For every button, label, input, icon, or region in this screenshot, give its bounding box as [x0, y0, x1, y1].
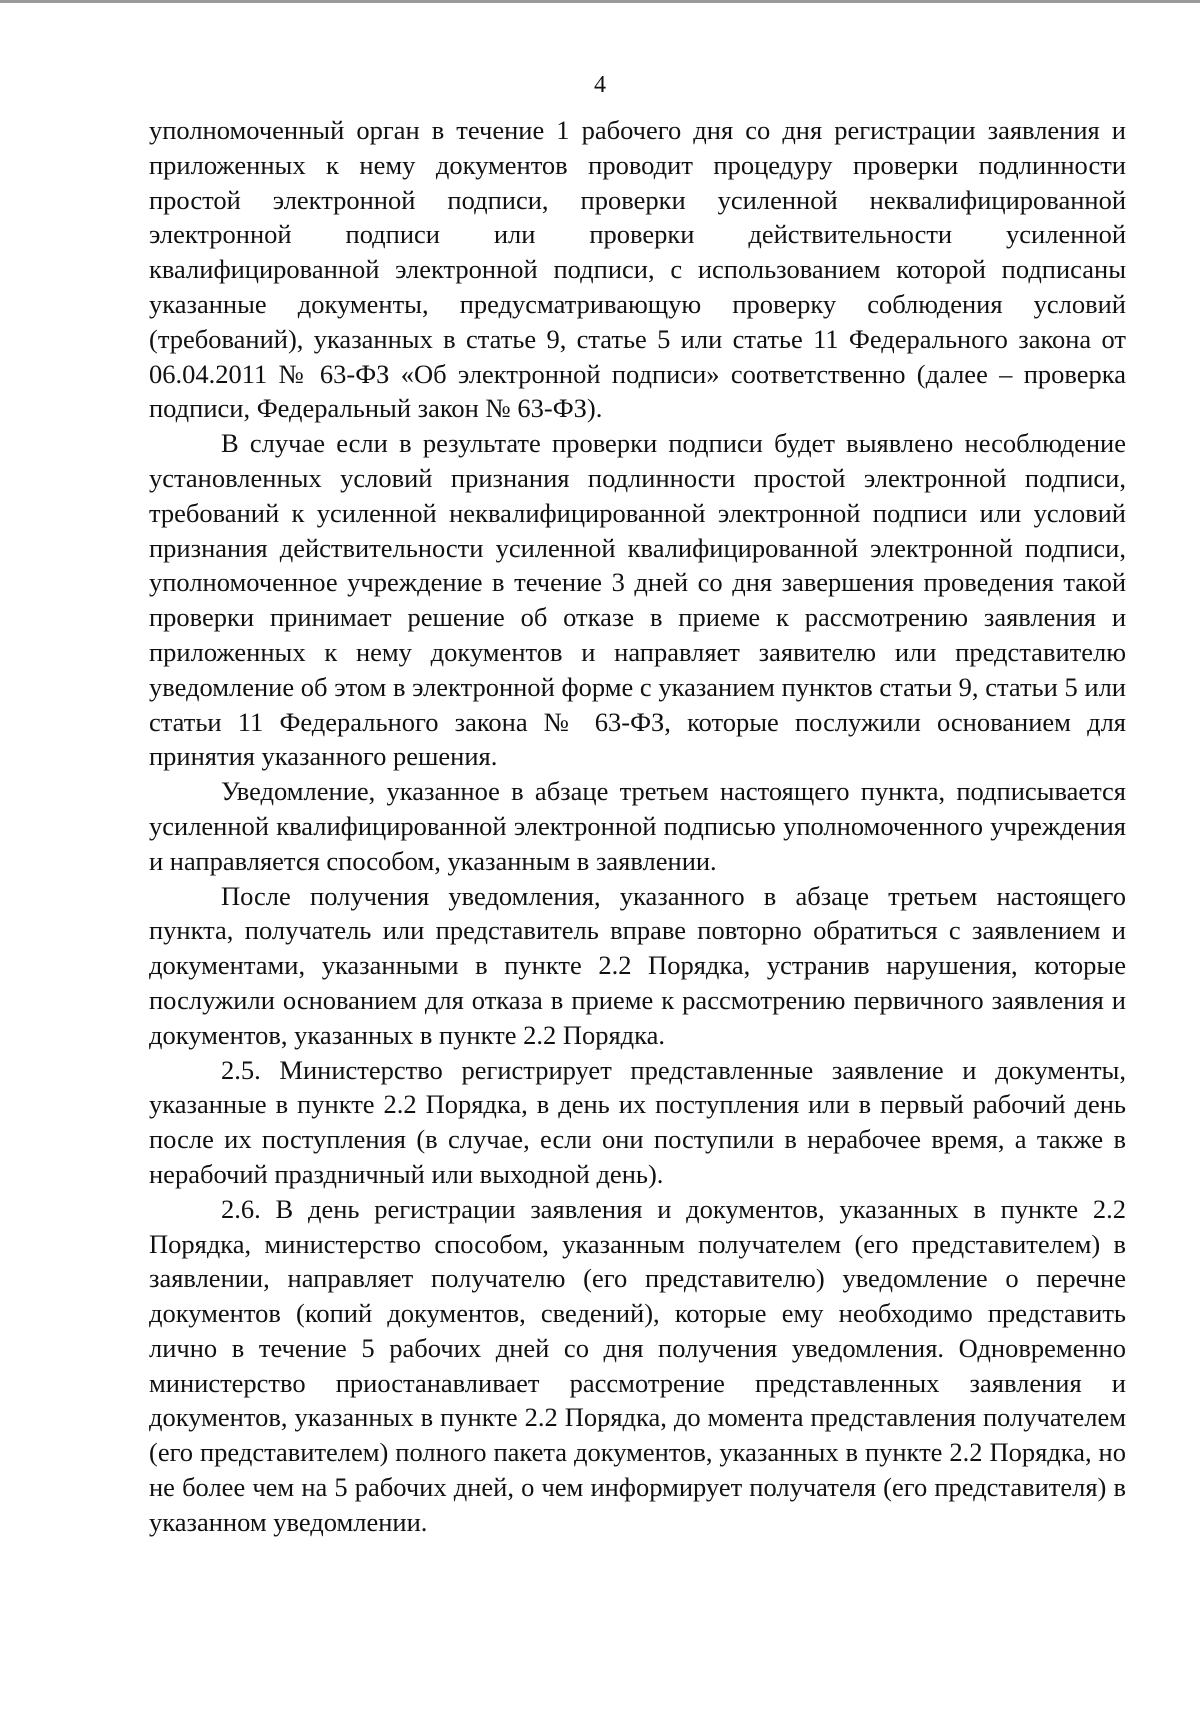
paragraph-repeat-application: После получения уведомления, указанного в абзаце третьем настоящего пункта, получатель или представитель вправе повторно обратиться с заявлением и документами, указанными в пункте 2.2 Порядка, устранив нарушения, которые послужили основанием для отказа в приеме к рассмотрению первичного заявления и документов, указанных в пункте 2.2 Порядка.: [149, 880, 1126, 1050]
paragraph-2-5-registration: 2.5. Министерство регистрирует представленные заявление и документы, указанные в пункте 2.2 Порядка, в день их поступления или в первый рабочий день после их поступления (в случае, если они поступили в нерабочее время, а также в нерабочий праздничный или выходной день).: [149, 1054, 1126, 1189]
document-body: [149, 113, 1126, 1540]
paragraph-continuation: уполномоченный орган в течение 1 рабочего дня со дня регистрации заявления и приложенных к нему документов проводит процедуру проверки подлинности простой электронной подписи, проверки усиленной неквалифицированной электронной подписи или проверки действительности усиленной квалифицированной электронной подписи, с использованием которой подписаны указанные документы, предусматривающую проверку соблюдения условий (требований), указанных в статье 9, статье 5 или статье 11 Федерального закона от 06.04.2011 № 63-ФЗ «Об электронной подписи» соответственно (далее – проверка подписи, Федеральный закон № 63-ФЗ).: [149, 115, 1126, 424]
paragraph-signature-check-failure: В случае если в результате проверки подписи будет выявлено несоблюдение установленных условий признания подлинности простой электронной подписи, требований к усиленной неквалифицированной электронной подписи или условий признания действительности усиленной квалифицированной электронной подписи, уполномоченное учреждение в течение 3 дней со дня завершения проведения такой проверки принимает решение об отказе в приеме к рассмотрению заявления и приложенных к нему документов и направляет заявителю или представителю уведомление об этом в электронной форме с указанием пунктов статьи 9, статьи 5 или статьи 11 Федерального закона № 63-ФЗ, которые послужили основанием для принятия указанного решения.: [149, 428, 1126, 772]
paragraph-2-6-notification: 2.6. В день регистрации заявления и документов, указанных в пункте 2.2 Порядка, министерство способом, указанным получателем (его представителем) в заявлении, направляет получателю (его представителю) уведомление о перечне документов (копий документов, сведений), которые ему необходимо представить лично в течение 5 рабочих дней со дня получения уведомления. Одновременно министерство приостанавливает рассмотрение представленных заявления и документов, указанных в пункте 2.2 Порядка, до момента представления получателем (его представителем) полного пакета документов, указанных в пункте 2.2 Порядка, но не более чем на 5 рабочих дней, о чем информирует получателя (его представителя) в указанном уведомлении.: [149, 1193, 1126, 1537]
page-number: 4: [594, 72, 606, 98]
paragraph-notification-signing: Уведомление, указанное в абзаце третьем настоящего пункта, подписывается усиленной квалифицированной электронной подписью уполномоченного учреждения и направляется способом, указанным в заявлении.: [149, 776, 1126, 876]
scan-top-edge: [0, 0, 1200, 3]
